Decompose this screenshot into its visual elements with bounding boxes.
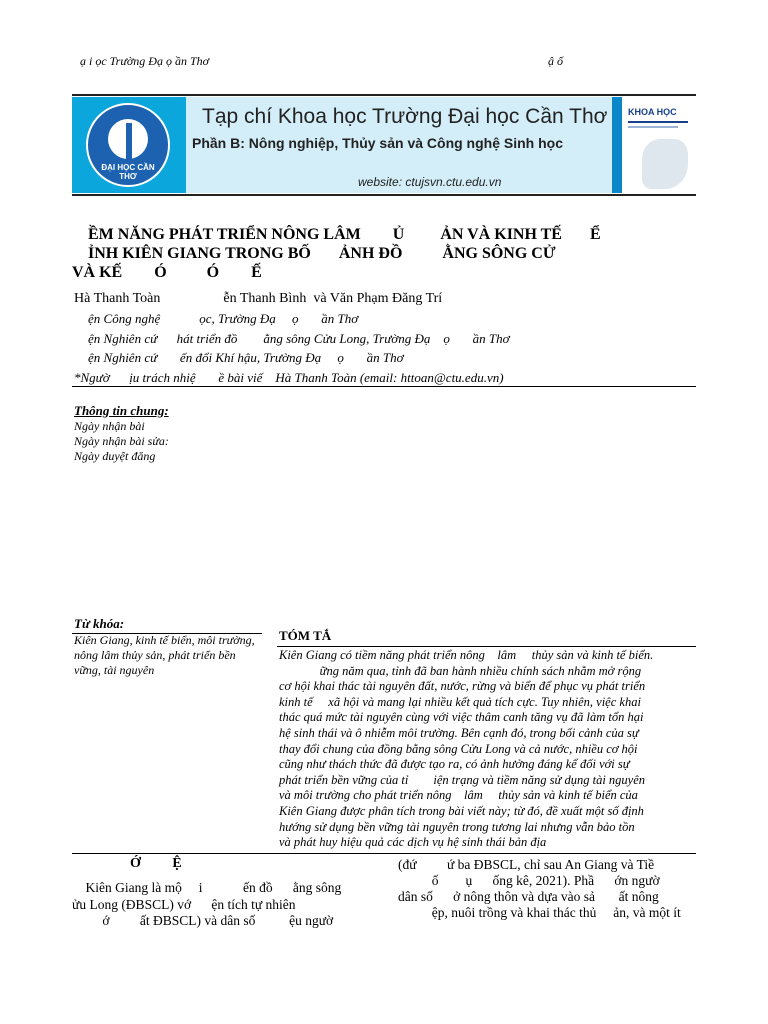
cover-label: KHOA HỌC: [628, 107, 677, 117]
abstract-heading: TÓM TẮ: [279, 628, 332, 643]
logo-torch-icon: [126, 123, 132, 159]
journal-website[interactable]: website: ctujsvn.ctu.edu.vn: [358, 175, 502, 189]
author-list: Hà Thanh Toàn ễn Thanh Bình và Văn Phạm Đăng Trí: [74, 291, 443, 306]
received-date: Ngày nhận bài: [74, 419, 145, 433]
abstract-line: thay đổi chung của đồng bằng sông Cửu Long và cả nước, nhiều cơ hội: [279, 741, 638, 756]
abstract-line: cơ hội khai thác tài nguyên đất, nước, rừng và biển để phục vụ phát triển: [279, 679, 646, 694]
affiliation-1: ện Công nghệ ọc, Trường Đạ ọ ần Thơ: [88, 311, 359, 326]
banner-bottom-rule: [72, 194, 696, 196]
article-title-line-2: ỈNH KIÊN GIANG TRONG BỐ ẢNH ĐỒ ẰNG SÔNG CỬ: [72, 245, 556, 262]
banner-top-rule: [72, 94, 696, 96]
article-info-heading: Thông tin chung:: [74, 403, 169, 418]
journal-section: Phần B: Nông nghiệp, Thủy sản và Công nghệ Sinh học: [192, 135, 563, 151]
running-header-journal: ạ i ọc Trường Đạ ọ ần Thơ: [80, 54, 210, 68]
cover-stripe: [612, 97, 622, 193]
accepted-date: Ngày duyệt đăng: [74, 449, 156, 463]
article-title-line-3: VÀ KẾ Ó Ó Ế: [72, 264, 262, 281]
abstract-line: hệ sinh thái và ô nhiễm môi trường. Bên cạnh đó, trong bối cảnh của sự: [279, 725, 639, 740]
abstract-line: thác quá mức tài nguyên cùng với việc thâm canh tăng vụ đã làm tổn hại: [279, 710, 644, 725]
keywords-text: Kiên Giang, kinh tế biển, môi trường, nông lâm thủy sản, phát triển bền vững, tài nguyên: [74, 633, 255, 677]
cover-divider: [628, 121, 688, 123]
abstract-line: phát triển bền vững của tỉ iện trạng và tiềm năng sử dụng tài nguyên: [279, 772, 646, 787]
university-logo: [72, 97, 186, 193]
intro-left-line-3: ớ ất ĐBSCL) và dân số ệu ngườ: [72, 913, 334, 928]
abstract-line: cũng như thách thức đã được tạo ra, có ảnh hưởng đáng kể đối với sự: [279, 757, 630, 772]
abstract-line: Kiên Giang được phân tích trong bài viết này; từ đó, đề xuất một số định: [279, 803, 644, 818]
corresponding-author: *Ngườ ịu trách nhiệ ề bài viế Hà Thanh Toàn (email: httoan@ctu.edu.vn): [74, 370, 504, 385]
running-header-issue: ậ ố: [548, 54, 563, 68]
abstract-line: ững năm qua, tỉnh đã ban hành nhiều chính sách nhằm mở rộng: [279, 663, 642, 678]
logo-text: ĐẠI HỌC CẦN THƠ: [101, 163, 155, 181]
abstract-line: hướng sử dụng bền vững tài nguyên trong tương lai nhưng vẫn bảo tồn: [279, 819, 635, 834]
keywords-heading: Từ khóa:: [74, 616, 125, 631]
intro-left-line-1: Kiên Giang là mộ i ến đồ ằng sông: [72, 880, 342, 895]
cover-divider-2: [628, 126, 678, 128]
abstract-line: và môi trường cho phát triển nông lâm thủy sản và kinh tế biển của: [279, 788, 638, 803]
intro-left-line-2: ửu Long (ĐBSCL) vớ ện tích tự nhiên: [72, 897, 296, 912]
intro-right-line-1: (đứ ứ ba ĐBSCL, chỉ sau An Giang và Tiề: [398, 857, 655, 872]
intro-right-line-2: ố ụ ống kê, 2021). Phầ ớn ngườ: [398, 873, 660, 888]
article-title-line-1: ỀM NĂNG PHÁT TRIỂN NÔNG LÂM Ủ ẢN VÀ KINH TẾ Ể: [72, 226, 601, 243]
cover-map-icon: [642, 139, 688, 189]
section-divider: [72, 853, 696, 854]
abstract-rule: [277, 646, 696, 647]
introduction-heading: Ớ Ệ: [130, 856, 182, 871]
abstract-line: Kiên Giang có tiềm năng phát triển nông lâm thủy sản và kinh tế biển.: [279, 648, 654, 662]
intro-right-line-4: ệp, nuôi trồng và khai thác thủ ản, và một ít: [398, 905, 681, 920]
revised-date: Ngày nhận bài sửa:: [74, 434, 169, 448]
abstract-line: kinh tế xã hội và mang lại nhiều kết quả tích cực. Tuy nhiên, việc khai: [279, 694, 641, 709]
abstract-line: và phát huy hiệu quả các dịch vụ hệ sinh thái bản địa: [279, 835, 547, 850]
journal-title: Tạp chí Khoa học Trường Đại học Cần Thơ: [202, 105, 608, 128]
abstract-body: [279, 648, 696, 851]
affiliation-3: ện Nghiên cứ ến đổi Khí hậu, Trường Đạ ọ ần Thơ: [88, 350, 404, 365]
logo-seal-icon: [86, 103, 170, 187]
intro-right-line-3: dân số ở nông thôn và dựa vào sả ất nông: [398, 889, 659, 904]
corresponding-rule: [72, 386, 696, 387]
journal-cover-thumbnail: [612, 97, 696, 193]
affiliation-2: ện Nghiên cứ hát triển đồ ằng sông Cửu Long, Trường Đạ ọ ần Thơ: [88, 331, 510, 346]
journal-banner: [72, 97, 696, 193]
